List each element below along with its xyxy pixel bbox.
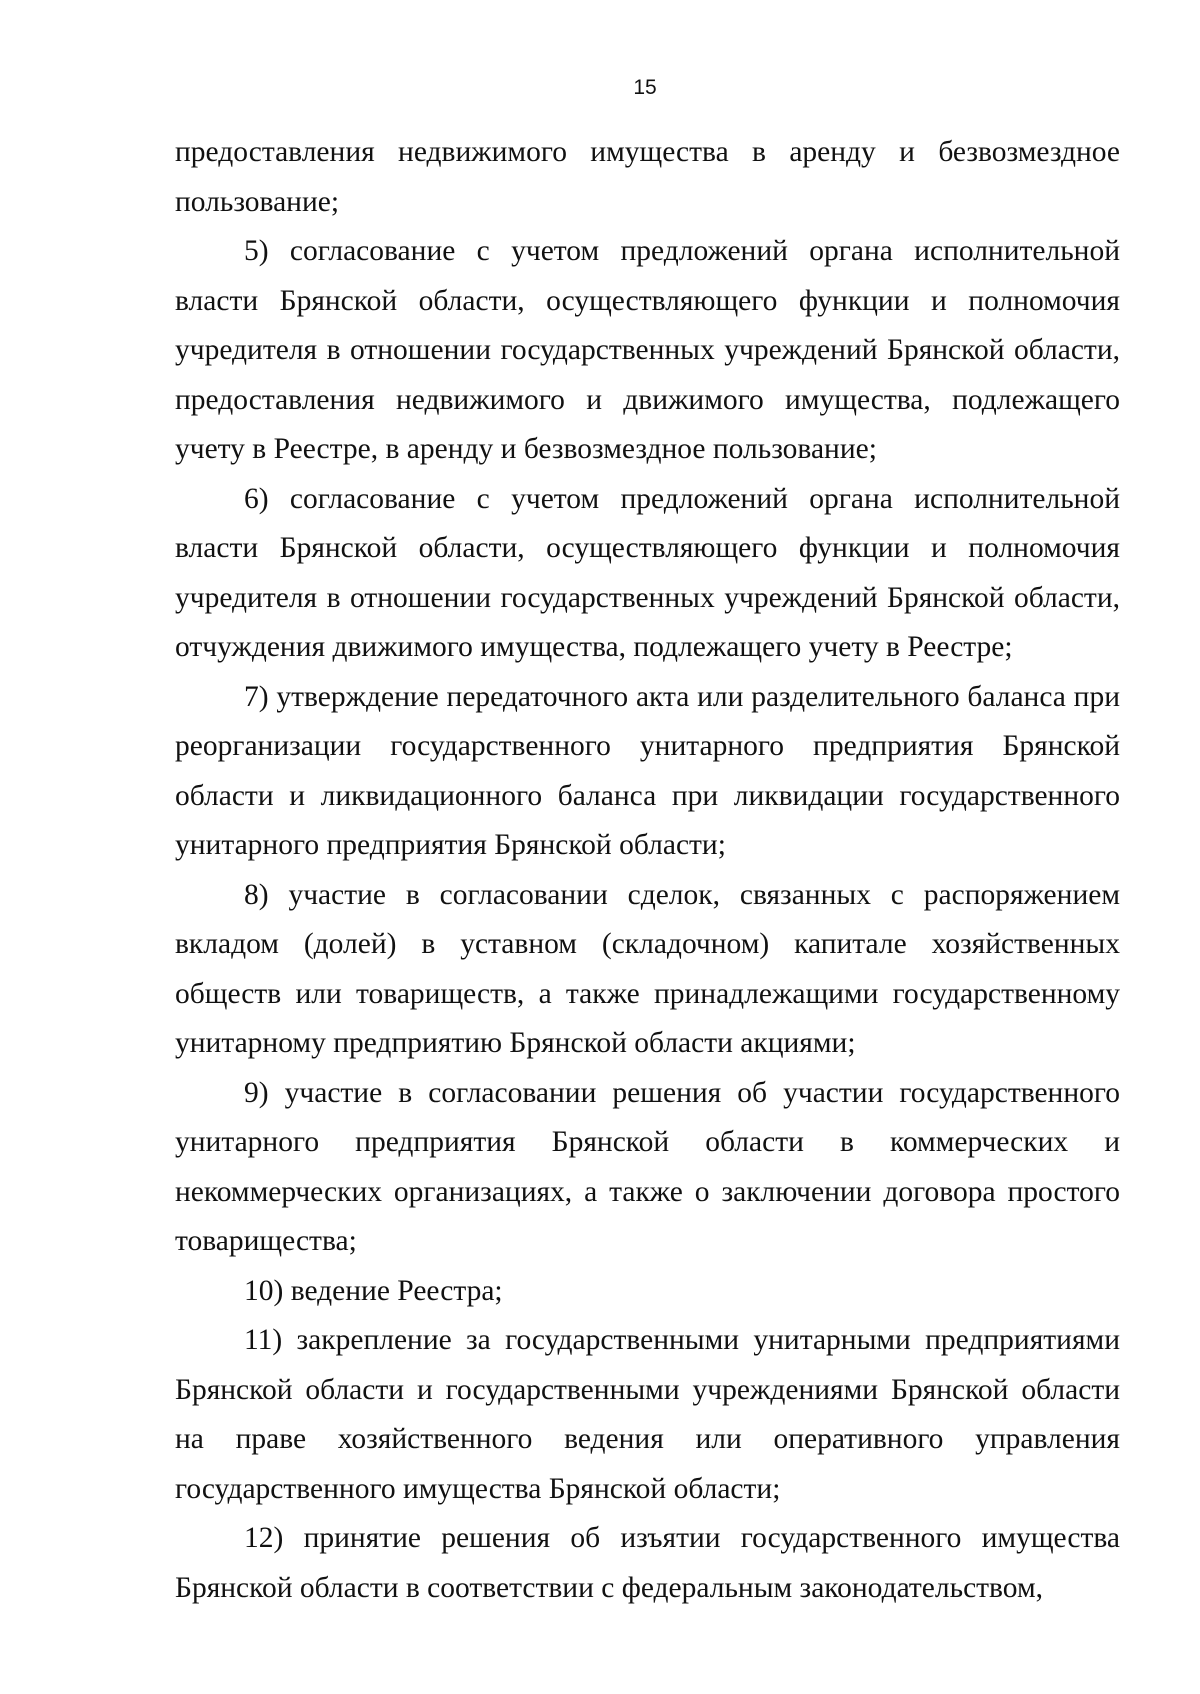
page-number: 15 [633,76,657,99]
list-item-8: 8) участие в согласовании сделок, связанных с распоряжением вкладом (долей) в уставном (складочном) капитале хозяйственных обществ или товариществ, а также принадлежащими государственному унитарному предприятию Брянской области акциями; [175,878,1120,1059]
list-item-10: 10) ведение Реестра; [244,1274,503,1307]
document-body [175,128,1120,1613]
paragraph-continuation: предоставления недвижимого имущества в аренду и безвозмездное пользование; [175,136,1120,218]
list-item-9: 9) участие в согласовании решения об участии государственного унитарного предприятия Брянской области в коммерческих и некоммерческих организациях, а также о заключении договора простого товарищества; [175,1076,1120,1257]
list-item-7: 7) утверждение передаточного акта или разделительного баланса при реорганизации государственного унитарного предприятия Брянской области и ликвидационного баланса при ликвидации государственного унитарного предприятия Брянской области; [175,680,1120,861]
list-item-6: 6) согласование с учетом предложений органа исполнительной власти Брянской области, осуществляющего функции и полномочия учредителя в отношении государственных учреждений Брянской области, отчуждения движимого имущества, подлежащего учету в Реестре; [175,482,1120,663]
list-item-5: 5) согласование с учетом предложений органа исполнительной власти Брянской области, осуществляющего функции и полномочия учредителя в отношении государственных учреждений Брянской области, предоставления недвижимого и движимого имущества, подлежащего учету в Реестре, в аренду и безвозмездное пользование; [175,235,1120,465]
list-item-12: 12) принятие решения об изъятии государственного имущества Брянской области в соответствии с федеральным законодательством, [175,1522,1120,1604]
list-item-11: 11) закрепление за государственными унитарными предприятиями Брянской области и государственными учреждениями Брянской области на праве хозяйственного ведения или оперативного управления государственного имущества Брянской области; [175,1324,1120,1505]
